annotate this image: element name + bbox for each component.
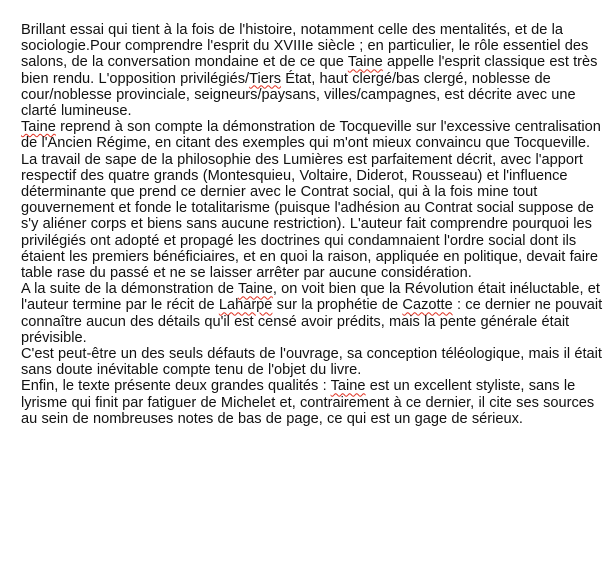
spellcheck-flagged-word: Laharpe	[218, 297, 273, 314]
text-run: Enfin, le texte présente deux grandes qualités :	[21, 378, 331, 395]
paragraph	[21, 281, 610, 346]
document-body[interactable]	[21, 22, 610, 427]
paragraph	[21, 346, 610, 378]
text-run: reprend à son compte la démonstration de Tocqueville sur l'excessive centralisation de l'Ancien Régime, en citant des exemples qui m'ont mieux convaincu que Tocqueville. La travail de sape de la philosophie des Lumières est parfaitement décrit, avec l'apport respectif des quatre grands (Montesquieu, Voltaire, Diderot, Rousseau) et l'influence déterminante que prend ce dernier avec le Contrat social, qui à la fois mine tout gouvernement et fonde le totalitarisme (puisque l'adhésion au Contrat social suppose de s'y aliéner corps et biens sans aucune restriction). L'auteur fait comprendre pourquoi les privilégiés ont adopté et propagé les doctrines qui condamnaient l'ordre social dont ils étaient les premiers bénéficiaires, et en quoi la raison, appliquée en politique, devait faire table rase du passé et ne se laisser arrêter par aucune considération.	[21, 119, 601, 282]
text-run: État, haut clergé/bas clergé, noblesse de cour/noblesse provinciale, seigneurs/paysans, villes/campagnes, est décrite avec une clarté lumineuse.	[21, 70, 576, 120]
text-run: C'est peut-être un des seuls défauts de l'ouvrage, sa conception téléologique, mais il était sans doute inévitable compte tenu de l'objet du livre.	[21, 346, 602, 379]
text-run: est un excellent styliste, sans le lyrisme qui finit par fatiguer de Michelet et, contrairement à ce dernier, il cite ses sources au sein de nombreuses notes de bas de page, ce qui est un gage de sérieux.	[21, 378, 595, 427]
text-run: sur la prophétie de	[272, 297, 403, 314]
text-run: Brillant essai qui tient à la fois de l'histoire, notamment celle des mentalités, et de la sociologie.Pour comprendre l'esprit du XVIIIe siècle ; en particulier, le rôle essentiel des salons, de la conversation mondaine et de ce que	[21, 22, 589, 71]
text-run: : ce dernier ne pouvait connaître aucun des détails qu'il est censé avoir prédits, mais la pente générale était prévisible.	[21, 297, 603, 346]
spellcheck-flagged-word: Taine	[21, 119, 56, 136]
spellcheck-flagged-word: Taine	[347, 54, 383, 71]
spellcheck-flagged-word: Cazotte	[402, 297, 453, 314]
paragraph	[21, 378, 610, 427]
paragraph	[21, 22, 610, 119]
spellcheck-flagged-word: Taine	[330, 378, 366, 395]
text-run: appelle l'esprit classique est très bien rendu. L'opposition privilégiés/	[21, 54, 598, 87]
spellcheck-flagged-word: Tiers	[249, 70, 282, 87]
spellcheck-flagged-word: Taine	[237, 281, 273, 298]
text-run: A la suite de la démonstration de	[21, 281, 238, 298]
text-run: , on voit bien que la Révolution était inéluctable, et l'auteur termine par le récit de	[21, 281, 600, 314]
paragraph	[21, 119, 610, 281]
